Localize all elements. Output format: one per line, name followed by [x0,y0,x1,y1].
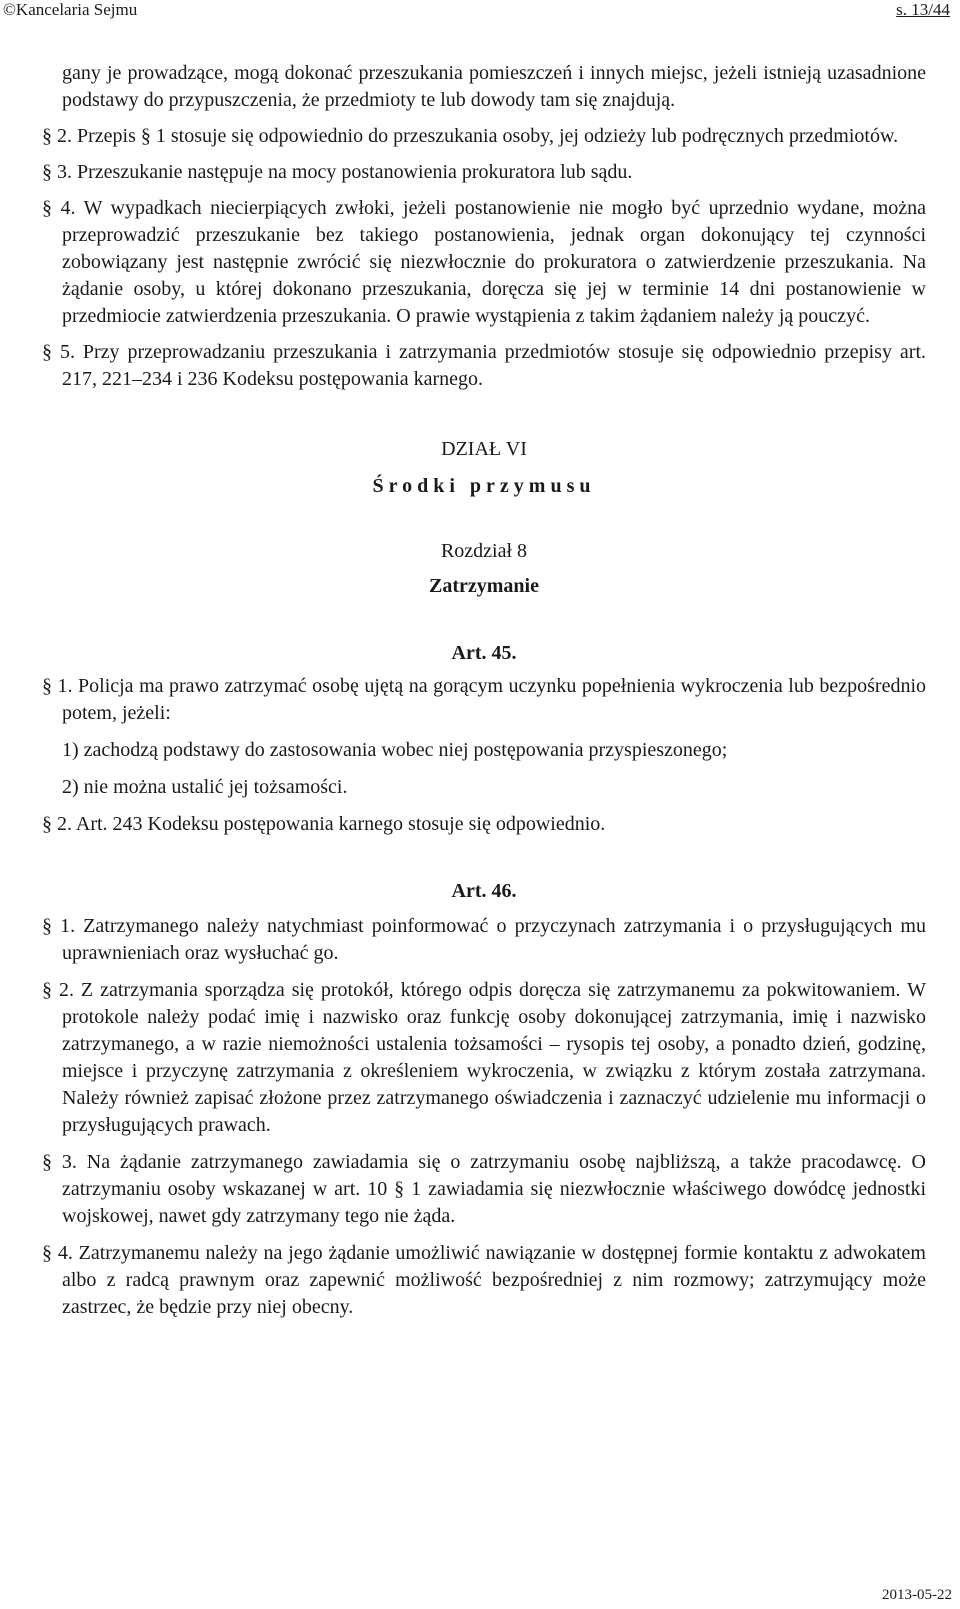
section-4: § 4. W wypadkach niecierpiących zwłoki, jeżeli postanowienie nie mogło być uprzednio wydane, można przeprowadzić przeszukanie bez takiego postanowienia, jednak organ dokonujący tej czynności zobowiązany jest następnie zwrócić się niezwłocznie do prokuratora o zatwierdzenie przeszukania. Na żądanie osoby, u której dokonano przeszukania, doręcza się jej w terminie 14 dni postanowienie w przedmiocie zatwierdzenia przeszukania. O prawie wystąpienia z takim żądaniem należy ją pouczyć. [42,197,926,327]
chapter-title: Zatrzymanie [429,575,539,597]
publisher-label: ©Kancelaria Sejmu [3,0,138,19]
art45-point-1: 1) zachodzą podstawy do zastosowania wobec niej postępowania przyspieszonego; [62,739,728,761]
chapter-label: Rozdział 8 [440,540,528,562]
art45-section-1: § 1. Policja ma prawo zatrzymać osobę ujętą na gorącym uczynku popełnienia wykroczenia lub bezpośrednio potem, jeżeli: [42,675,926,724]
division-title: Środki przymusu [372,475,596,497]
art45-point-2: 2) nie można ustalić jej tożsamości. [62,776,348,798]
art46-section-3: § 3. Na żądanie zatrzymanego zawiadamia się o zatrzymaniu osobę najbliższą, a także pracodawcę. O zatrzymaniu osoby wskazanej w art. 10 § 1 zawiadamia się niezwłocznie właściwego dowódcę jednostki wojskowej, nawet gdy zatrzymany tego nie żąda. [42,1151,926,1227]
art45-section-2: § 2. Art. 243 Kodeksu postępowania karnego stosuje się odpowiednio. [42,813,606,835]
art46-section-2: § 2. Z zatrzymania sporządza się protokół, którego odpis doręcza się zatrzymanemu za pokwitowaniem. W protokole należy podać imię i nazwisko oraz funkcję osoby dokonującej zatrzymania, imię i nazwisko zatrzymanego, a w razie niemożności ustalenia tożsamości – rysopis tej osoby, a ponadto dzień, godzinę, miejsce i przyczynę zatrzymania z określeniem wykroczenia, w związku z którym została zatrzymana. Należy również zapisać złożone przez zatrzymanego oświadczenia i zaznaczyć udzielenie mu informacji o przysługujących prawach. [42,979,926,1136]
article-46-title: Art. 46. [451,880,517,902]
section-5: § 5. Przy przeprowadzaniu przeszukania i zatrzymania przedmiotów stosuje się odpowiednio przepisy art. 217, 221–234 i 236 Kodeksu postępowania karnego. [42,341,926,390]
document-body [42,60,926,1321]
continued-paragraph: gany je prowadzące, mogą dokonać przeszukania pomieszczeń i innych miejsc, jeżeli istnieją uzasadnione podstawy do przypuszczenia, że przedmioty te lub dowody tam się znajdują. [62,62,926,111]
art46-section-1: § 1. Zatrzymanego należy natychmiast poinformować o przyczynach zatrzymania i o przysługujących mu uprawnieniach oraz wysłuchać go. [42,915,926,964]
page-header [0,0,960,22]
art46-section-4: § 4. Zatrzymanemu należy na jego żądanie umożliwić nawiązanie w dostępnej formie kontaktu z adwokatem albo z radcą prawnym oraz zapewnić możliwość bezpośredniej z nim rozmowy; zatrzymujący może zastrzec, że będzie przy niej obecny. [42,1242,926,1318]
section-3: § 3. Przeszukanie następuje na mocy postanowienia prokuratora lub sądu. [42,161,633,183]
article-45-title: Art. 45. [451,642,517,664]
section-2: § 2. Przepis § 1 stosuje się odpowiednio do przeszukania osoby, jej odzieży lub podręcznych przedmiotów. [42,125,899,147]
division-label: DZIAŁ VI [441,438,527,460]
document-date: 2013-05-22 [882,1587,952,1603]
page-number-link[interactable]: s. 13/44 [896,0,950,19]
